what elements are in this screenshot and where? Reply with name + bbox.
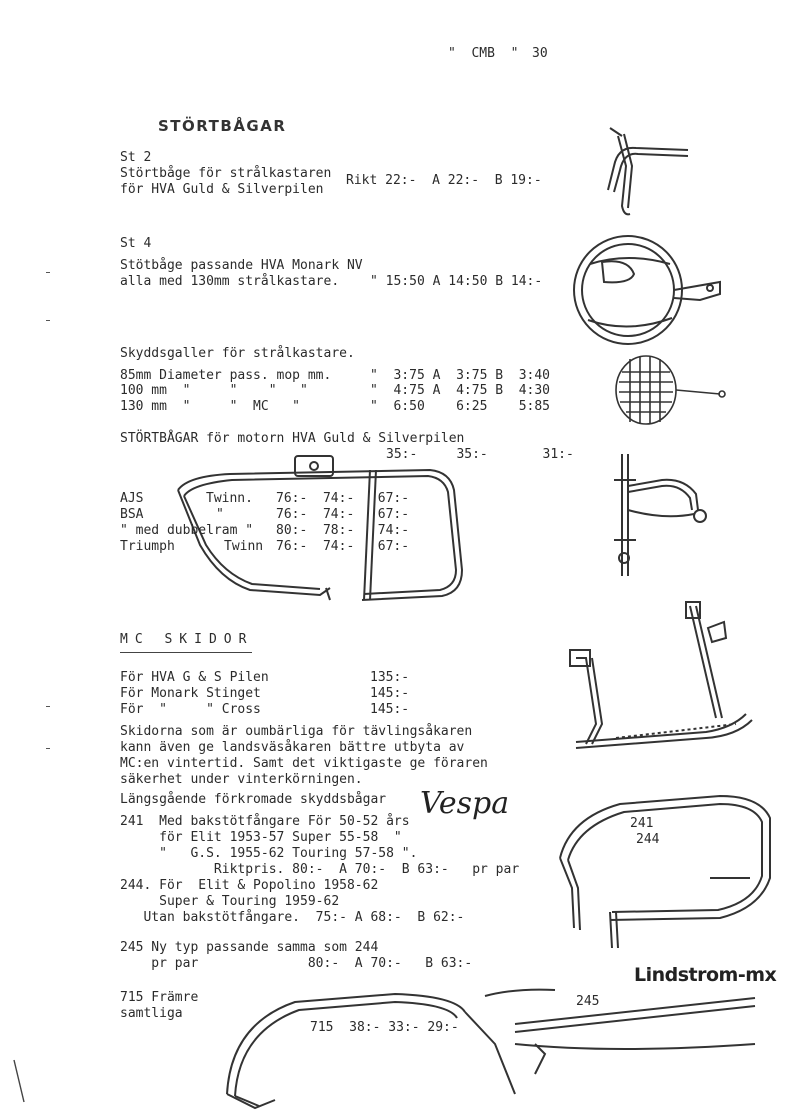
skidor-text-line: kann även ge landsväsåkaren bättre utbyta av <box>120 740 465 755</box>
st2-line1: Störtbåge för strålkastaren <box>120 166 332 181</box>
fig-label-244: 244 <box>636 832 660 847</box>
mc-ski-illustration <box>556 598 760 762</box>
item715-line: samtliga <box>120 1006 183 1021</box>
page-number: 30 <box>532 46 548 61</box>
vespa-logo: Vespa <box>420 786 510 821</box>
item241-line: 241 Med bakstötfångare För 50-52 års <box>120 814 410 829</box>
item241-line: " G.S. 1955-62 Touring 57-58 ". <box>120 846 418 861</box>
motor-prices: 35:- 35:- 31:- <box>386 447 574 462</box>
headlight-crashbar-st4-illustration <box>590 230 730 350</box>
skidor-row-label: För Monark Stinget <box>120 686 261 701</box>
doc-ref: " CMB " <box>448 46 519 61</box>
skidor-text-line: MC:en vintertid. Samt det viktigaste ge föraren <box>120 756 488 771</box>
skidor-row-price: 145:- <box>370 686 410 701</box>
margin-mark <box>46 320 50 321</box>
vespa-side-bars-241-244-illustration <box>550 788 780 948</box>
headlight-crashbar-st2-illustration <box>596 126 696 222</box>
motor-row-prices: 80:- 78:- 74:- <box>276 523 410 538</box>
galler-row-label: 100 mm " " " " <box>120 383 308 398</box>
motor-row-make: AJS <box>120 491 144 506</box>
watermark: Lindstrom-mx <box>634 964 777 986</box>
margin-mark <box>46 272 50 273</box>
motor-row-make: Triumph <box>120 539 175 554</box>
item245-line: 245 Ny typ passande samma som 244 <box>120 940 379 955</box>
st4-line1: Stötbåge passande HVA Monark NV <box>120 258 363 273</box>
vespa-heading: Längsgående förkromade skyddsbågar <box>120 792 387 807</box>
section-title-stortbagar: STÖRTBÅGAR <box>158 117 287 135</box>
title-underline <box>120 652 252 653</box>
galler-row-prices: " 6:50 6:25 5:85 <box>370 399 551 414</box>
motor-heading: STÖRTBÅGAR för motorn HVA Guld & Silverpilen <box>120 431 465 446</box>
motor-row-make: BSA <box>120 507 144 522</box>
st4-code: St 4 <box>120 236 152 251</box>
motor-row-prices: 76:- 74:- 67:- <box>276 491 410 506</box>
galler-row-prices: " 4:75 A 4:75 B 4:30 <box>370 383 551 398</box>
item715-line: 715 Främre <box>120 990 199 1005</box>
margin-mark <box>46 748 50 749</box>
headlight-grille-illustration <box>616 354 736 432</box>
fig-label-245: 245 <box>576 994 600 1009</box>
item245-line: pr par 80:- A 70:- B 63:- <box>120 956 473 971</box>
st2-code: St 2 <box>120 150 152 165</box>
motor-row-type: Twinn. <box>206 491 253 506</box>
galler-row-label: 130 mm " " MC " <box>120 399 301 414</box>
st2-prices: Rikt 22:- A 22:- B 19:- <box>346 173 542 188</box>
skidor-row-price: 135:- <box>370 670 410 685</box>
galler-heading: Skyddsgaller för strålkastare. <box>120 346 355 361</box>
motor-row-prices: 76:- 74:- 67:- <box>276 539 410 554</box>
section-title-skidor: MC SKIDOR <box>120 632 254 647</box>
galler-row-prices: " 3:75 A 3:75 B 3:40 <box>370 368 551 383</box>
vespa-front-bars-715-245-illustration <box>215 984 775 1112</box>
skidor-text-line: säkerhet under vinterkörningen. <box>120 772 363 787</box>
item244-line: Super & Touring 1959-62 <box>120 894 340 909</box>
motor-row-prices: 76:- 74:- 67:- <box>276 507 410 522</box>
motor-row-type: " <box>216 507 224 522</box>
skidor-row-label: För HVA G & S Pilen <box>120 670 269 685</box>
motor-row-type: Twinn <box>224 539 264 554</box>
skidor-text-line: Skidorna som är oumbärliga för tävlingsåkaren <box>120 724 473 739</box>
engine-bar-mount-illustration <box>604 450 724 580</box>
margin-mark <box>46 706 50 707</box>
item244-line: 244. För Elit & Popolino 1958-62 <box>120 878 379 893</box>
item241-line: Riktpris. 80:- A 70:- B 63:- pr par <box>120 862 520 877</box>
skidor-row-label: För " " Cross <box>120 702 261 717</box>
item241-line: för Elit 1953-57 Super 55-58 " <box>120 830 402 845</box>
st4-line2: alla med 130mm strålkastare. <box>120 274 340 289</box>
st2-line2: för HVA Guld & Silverpilen <box>120 182 324 197</box>
item244-line: Utan bakstötfångare. 75:- A 68:- B 62:- <box>120 910 465 925</box>
motor-row-make: " med dubbelram " <box>120 523 254 538</box>
st4-prices: " 15:50 A 14:50 B 14:- <box>370 274 543 289</box>
item715-prices: 715 38:- 33:- 29:- <box>310 1020 459 1035</box>
galler-row-label: 85mm Diameter pass. mop mm. <box>120 368 332 383</box>
scan-edge-mark <box>12 1060 26 1104</box>
skidor-row-price: 145:- <box>370 702 410 717</box>
fig-label-241: 241 <box>630 816 654 831</box>
